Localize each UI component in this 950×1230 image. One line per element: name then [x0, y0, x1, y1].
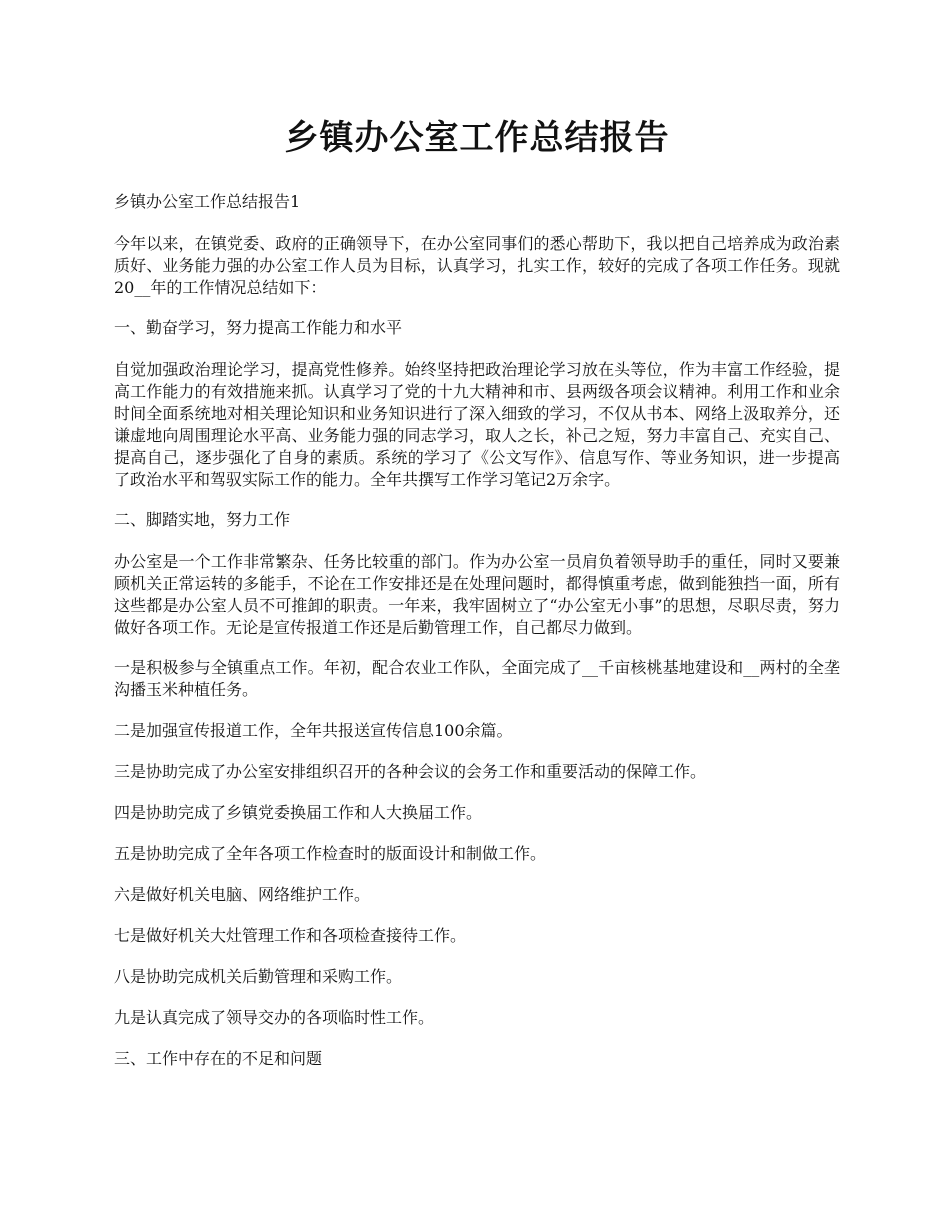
document-title: 乡镇办公室工作总结报告 [284, 118, 670, 158]
list-item: 二是加强宣传报道工作，全年共报送宣传信息100余篇。 [114, 721, 513, 740]
study-paragraph: 自觉加强政治理论学习，提高党性修养。始终坚持把政治理论学习放在头等位，作为丰富工作经验，提高工作能力的有效措施来抓。认真学习了党的十九大精神和市、县两级各项会议精神。利用工作和业余时间全面系统地对相关理论知识和业务知识进行了深入细致的学习，不仅从书本、网络上汲取养分，还谦虚地向周围理论水平高、业务能力强的同志学习，取人之长，补己之短，努力丰富自己、充实自己、提高自己，逐步强化了自身的素质。系统的学习了《公文写作》、信息写作、等业务知识，进一步提高了政治水平和驾驭实际工作的能力。全年共撰写工作学习笔记2万余字。 [114, 360, 840, 489]
section-heading-work: 二、脚踏实地，努力工作 [114, 510, 291, 529]
section-heading-study: 一、勤奋学习，努力提高工作能力和水平 [114, 318, 403, 337]
list-item: 三是协助完成了办公室安排组织召开的各种会议的会务工作和重要活动的保障工作。 [114, 762, 707, 781]
list-item: 六是做好机关电脑、网络维护工作。 [114, 885, 371, 904]
list-item: 八是协助完成机关后勤管理和采购工作。 [114, 967, 403, 986]
work-paragraph: 办公室是一个工作非常繁杂、任务比较重的部门。作为办公室一员肩负着领导助手的重任，同时又要兼顾机关正常运转的多能手，不论在工作安排还是在处理问题时，都得慎重考虑，做到能独挡一面，所有这些都是办公室人员不可推卸的职责。一年来，我牢固树立了“办公室无小事”的思想，尽职尽责，努力做好各项工作。无论是宣传报道工作还是后勤管理工作，自己都尽力做到。 [114, 552, 840, 637]
list-item: 九是认真完成了领导交办的各项临时性工作。 [114, 1008, 435, 1027]
intro-paragraph: 今年以来，在镇党委、政府的正确领导下，在办公室同事们的悉心帮助下，我以把自己培养成为政治素质好、业务能力强的办公室工作人员为目标，认真学习，扎实工作，较好的完成了各项工作任务。现就20__年的工作情况总结如下： [114, 234, 840, 297]
list-item: 四是协助完成了乡镇党委换届工作和人大换届工作。 [114, 803, 483, 822]
list-item: 五是协助完成了全年各项工作检查时的版面设计和制做工作。 [114, 844, 547, 863]
section-subtitle: 乡镇办公室工作总结报告1 [114, 192, 301, 211]
list-item: 一是积极参与全镇重点工作。年初，配合农业工作队，全面完成了__千亩核桃基地建设和__两村的全垄沟播玉米种植任务。 [114, 658, 840, 699]
section-heading-problems: 三、工作中存在的不足和问题 [114, 1049, 323, 1068]
list-item: 七是做好机关大灶管理工作和各项检查接待工作。 [114, 926, 467, 945]
